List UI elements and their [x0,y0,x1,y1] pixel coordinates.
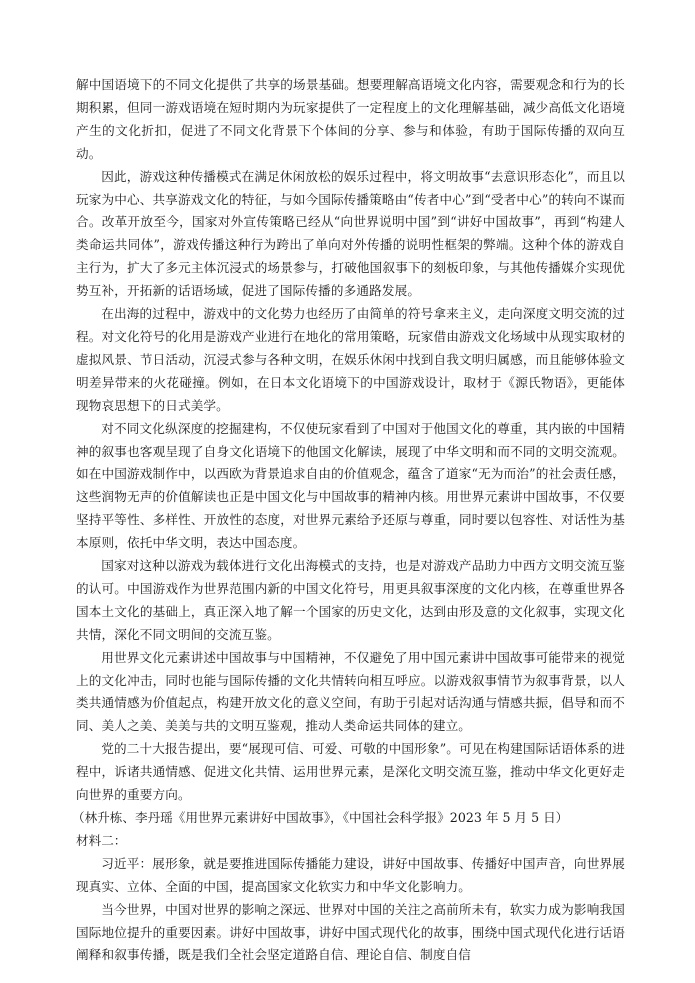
source-citation: （林升栋、李丹瑶《用世界元素讲好中国故事》，《中国社会科学报》2023 年 5 月 5 日） [72,810,569,825]
paragraph-3: 在出海的过程中，游戏中的文化势力也经历了由简单的符号拿来主义，走向深度文明交流的过程。对文化符号的化用是游戏产业进行在地化的常用策略，玩家借由游戏文化场域中从现实取材的虚拟风景、节日活动，沉浸式参与各种文明，在娱乐休闲中找到自我文明归属感，而且能够体验文明差异带来的火花碰撞。例如，在日本文化语境下的中国游戏设计，取材于《源氏物语》，更能体现物哀思想下的日式美学。 [76,306,625,413]
material-paragraph-2: 当今世界，中国对世界的影响之深远、世界对中国的关注之高前所未有，软实力成为影响我国国际地位提升的重要因素。讲好中国故事，讲好中国式现代化的故事，围绕中国式现代化进行话语阐释和叙事传播，既是我们全社会坚定道路自信、理论自信、制度自信 [76,901,625,963]
paragraph-7: 党的二十大报告提出，要“展现可信、可爱、可敬的中国形象”。可见在构建国际话语体系的进程中，诉诸共通情感、促进文化共情、运用世界元素，是深化文明交流互鉴，推动中华文化更好走向世界的重要方向。 [76,741,625,803]
paragraph-4: 对不同文化纵深度的挖掘建构，不仅使玩家看到了中国对于他国文化的尊重，其内嵌的中国精神的叙事也客观呈现了自身文化语境下的他国文化解读，展现了中华文明和而不同的文明交流观。如在中国游戏制作中，以西欧为背景追求自由的价值观念，蕴含了道家“无为而治”的社会责任感，这些润物无声的价值解读也正是中国文化与中国故事的精神内核。用世界元素讲中国故事，不仅要坚持平等性、多样性、开放性的态度，对世界元素给予还原与尊重，同时要以包容性、对话性为基本原则，依托中华文明，表达中国态度。 [76,420,625,551]
paragraph-6: 用世界文化元素讲述中国故事与中国精神，不仅避免了用中国元素讲中国故事可能带来的视觉上的文化冲击，同时也能与国际传播的文化共情转向相互呼应。以游戏叙事情节为叙事背景，以人类共通情感为价值起点，构建开放文化的意义空间，有助于引起对话沟通与情感共振，倡导和而不同、美人之美、美美与共的文明互鉴观，推动人类命运共同体的建立。 [76,649,625,734]
paragraph-1: 解中国语境下的不同文化提供了共享的场景基础。想要理解高语境文化内容，需要观念和行为的长期积累，但同一游戏语境在短时期内为玩家提供了一定程度上的文化理解基础，减少高低文化语境产生的文化折扣，促进了不同文化背景下个体间的分享、参与和体验，有助于国际传播的双向互动。 [76,77,625,161]
material-paragraph-1: 习近平：展形象，就是要推进国际传播能力建设，讲好中国故事、传播好中国声音，向世界展现真实、立体、全面的中国，提高国家文化软实力和中华文化影响力。 [76,855,625,894]
paragraph-5: 国家对这种以游戏为载体进行文化出海模式的支持，也是对游戏产品助力中西方文明交流互鉴的认可。中国游戏作为世界范围内新的中国文化符号，用更具叙事深度的文化内核，在尊重世界各国本土文化的基础上，真正深入地了解一个国家的历史文化，达到由形及意的文化叙事，实现文化共情，深化不同文明间的交流互鉴。 [76,558,625,642]
document-page [72,74,625,967]
paragraph-2: 因此，游戏这种传播模式在满足休闲放松的娱乐过程中，将文明故事“去意识形态化”，而且以玩家为中心、共享游戏文化的特征，与如今国际传播策略由“传者中心”到“受者中心”的转向不谋而合。改革开放至今，国家对外宣传策略已经从“向世界说明中国”到“讲好中国故事”，再到“构建人类命运共同体”，游戏传播这种行为跨出了单向对外传播的说明性框架的弊端。这种个体的游戏自主行为，扩大了多元主体沉浸式的场景参与，打破他国叙事下的刻板印象，与其他传播媒介实现优势互补，开拓新的话语场域，促进了国际传播的多通路发展。 [76,168,625,299]
material-two-label: 材料二： [76,832,127,848]
